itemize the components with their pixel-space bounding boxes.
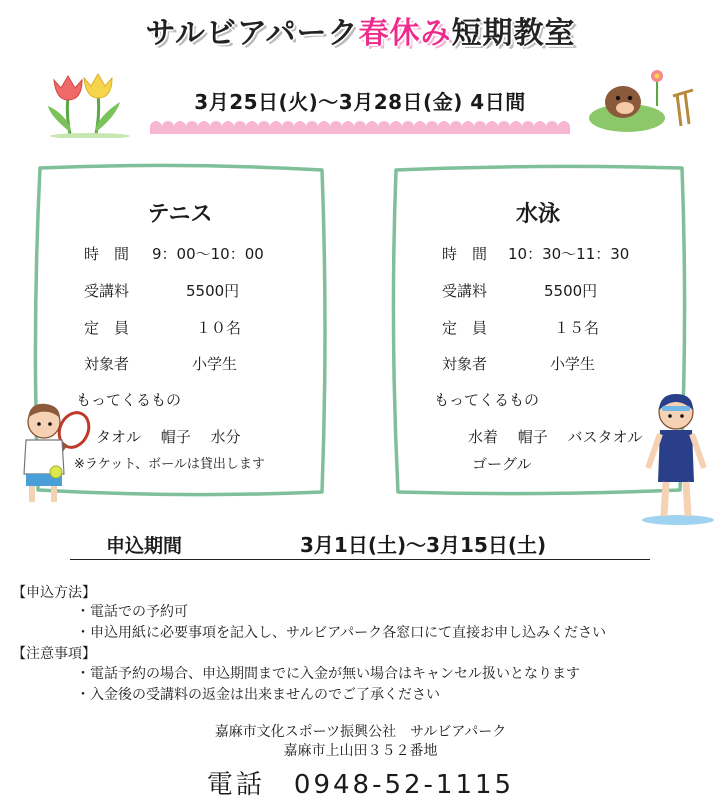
capacity-value: １５名 [554, 319, 600, 337]
application-period-dates: 3月1日(土)～3月15日(土) [300, 533, 547, 557]
capacity-value: １０名 [196, 319, 242, 337]
bring-label: もってくるもの [76, 391, 182, 409]
time-row [442, 243, 630, 264]
mole-illustration [585, 66, 695, 138]
organization-name: 嘉麻市文化スポーツ振興公社 サルビアパーク [214, 724, 507, 740]
method-item: ・申込用紙に必要事項を記入し、サルビアパーク各窓口にて直接お申し込みください [76, 625, 607, 641]
caution-heading: 【注意事項】 [12, 646, 96, 662]
fee-value: 5500円 [186, 282, 240, 300]
scallop-divider [150, 120, 570, 134]
caution-item: ・入金後の受講料の返金は出来ませんのでご了承ください [76, 687, 440, 703]
bring-items: タオル 帽子 水分 [96, 428, 241, 446]
time-label: 時 間 [442, 245, 488, 263]
fee-label: 受講料 [84, 282, 130, 300]
phone-number: 電話 0948-52-1115 [206, 770, 515, 800]
target-label: 対象者 [442, 355, 488, 373]
capacity-row [442, 317, 600, 338]
course-name: テニス [147, 202, 213, 227]
caution-item: ・電話予約の場合、申込期間までに入金が無い場合はキャンセル扱いとなります [76, 666, 580, 682]
method-heading: 【申込方法】 [12, 585, 96, 601]
fee-label: 受講料 [442, 282, 488, 300]
target-row [442, 353, 596, 374]
tennis-player-illustration [12, 392, 94, 510]
fee-row [84, 280, 240, 301]
course-period: 3月25日(火)～3月28日(金) 4日間 [194, 90, 526, 114]
target-value: 小学生 [550, 355, 596, 373]
page-title [0, 8, 721, 52]
bring-items-2: ゴーグル [472, 455, 532, 473]
title-part-1: サルビアパーク [145, 16, 359, 51]
title-part-2: 春休み [358, 16, 452, 51]
time-label: 時 間 [84, 245, 130, 263]
tulip-illustration [40, 66, 140, 138]
time-row [84, 243, 264, 264]
fee-value: 5500円 [544, 282, 598, 300]
divider-line [70, 559, 650, 560]
method-item: ・電話での予約可 [76, 604, 188, 620]
time-value: 10：30～11：30 [508, 245, 630, 263]
rental-note: ※ラケット、ボールは貸出します [74, 457, 265, 472]
target-value: 小学生 [192, 355, 238, 373]
swimmer-illustration [638, 390, 718, 526]
bring-label: もってくるもの [434, 391, 540, 409]
capacity-label: 定 員 [442, 319, 488, 337]
target-row [84, 353, 238, 374]
capacity-row [84, 317, 242, 338]
bring-items: 水着 帽子 バスタオル [468, 428, 643, 446]
capacity-label: 定 員 [84, 319, 130, 337]
time-value: 9：00～10：00 [152, 245, 264, 263]
application-period-label: 申込期間 [106, 535, 183, 557]
title-part-3: 短期教室 [451, 16, 576, 51]
fee-row [442, 280, 598, 301]
organization-address: 嘉麻市上山田３５２番地 [283, 743, 438, 759]
course-name: 水泳 [515, 202, 560, 227]
target-label: 対象者 [84, 355, 130, 373]
